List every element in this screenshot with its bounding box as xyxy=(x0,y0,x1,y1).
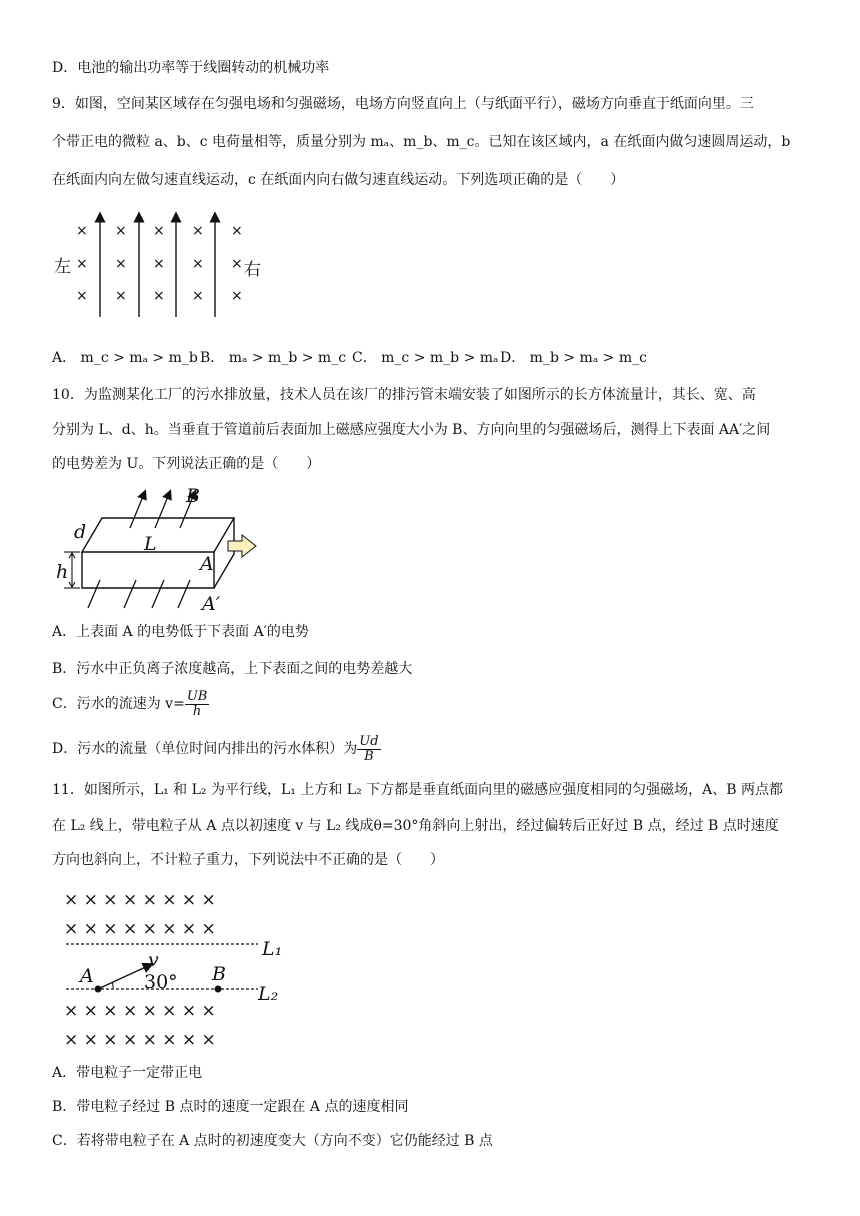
label-B: B xyxy=(186,485,200,507)
q8-option-d: D．电池的输出功率等于线圈转动的机械功率 xyxy=(52,60,330,76)
q9-stem-line-1: 9．如图，空间某区域存在匀强电场和匀强磁场，电场方向竖直向上（与纸面平行），磁场方向垂直于纸面向里。三 xyxy=(52,96,754,112)
svg-text:×: × xyxy=(115,223,127,239)
flow-fraction: $\frac{Ud}{B}$ xyxy=(359,733,379,764)
svg-text:×: × xyxy=(76,256,88,272)
q9-option-d: D． m_b > mₐ > m_c xyxy=(500,350,647,366)
q9-option-a: A． m_c > mₐ > m_b xyxy=(52,350,198,366)
svg-text:× × × × × × × ×: × × × × × × × × xyxy=(64,1030,216,1050)
q10-option-d: D．污水的流量（单位时间内排出的污水体积）为 $\frac{Ud}{B}$ xyxy=(52,733,379,764)
q9-option-c: C． m_c > m_b > mₐ xyxy=(352,350,499,366)
q9-stem-line-2: 个带正电的微粒 a、b、c 电荷量相等，质量分别为 mₐ、m_b、m_c。已知在该区域内，a 在纸面内做匀速圆周运动，b xyxy=(52,134,791,150)
magnetic-field-crosses xyxy=(76,223,243,304)
svg-text:× × × × × × × ×: × × × × × × × × xyxy=(64,1001,216,1021)
q10-stem-line-2: 分别为 L、d、h。当垂直于管道前后表面加上磁感应强度大小为 B、方向向里的匀强磁场后，测得上下表面 AA′之间 xyxy=(52,422,771,438)
label-angle: 30° xyxy=(144,971,178,993)
magnetic-field-arrows xyxy=(130,494,194,528)
angle-arc xyxy=(112,982,113,989)
q9-field-figure xyxy=(52,205,292,325)
svg-text:×: × xyxy=(192,256,204,272)
svg-text:×: × xyxy=(231,288,243,304)
flow-arrow xyxy=(228,535,256,557)
q11-field-figure xyxy=(52,878,302,1053)
q10-flowmeter-figure xyxy=(52,480,272,615)
q11-stem-line-3: 方向也斜向上，不计粒子重力，下列说法中不正确的是（ ） xyxy=(52,852,444,868)
q11-option-a: A．带电粒子一定带正电 xyxy=(52,1065,203,1081)
svg-text:× × × × × × × ×: × × × × × × × × xyxy=(64,919,216,939)
q11-option-c: C．若将带电粒子在 A 点时的初速度变大（方向不变）它仍能经过 B 点 xyxy=(52,1133,493,1149)
svg-text:× × × × × × × ×: × × × × × × × × xyxy=(64,890,216,910)
left-label: 左 xyxy=(54,257,71,277)
label-A: A xyxy=(80,965,94,987)
q10-option-c: C．污水的流速为 v= $\frac{UB}{h}$ xyxy=(52,688,208,719)
svg-text:×: × xyxy=(231,223,243,239)
q10-stem-line-3: 的电势差为 U。下列说法正确的是（ ） xyxy=(52,456,321,472)
svg-text:×: × xyxy=(115,288,127,304)
svg-text:×: × xyxy=(153,223,165,239)
velocity-fraction: $\frac{UB}{h}$ xyxy=(186,688,208,719)
q10-option-a: A．上表面 A 的电势低于下表面 A′的电势 xyxy=(52,624,309,640)
svg-text:×: × xyxy=(231,256,243,272)
label-A-prime: A′ xyxy=(202,593,221,615)
svg-text:×: × xyxy=(76,288,88,304)
bottom-field-lines xyxy=(88,580,190,608)
point-B xyxy=(215,986,222,993)
right-label: 右 xyxy=(244,260,261,280)
label-v: v xyxy=(148,949,159,971)
q9-option-b: B． mₐ > m_b > m_c xyxy=(200,350,347,366)
q9-stem-line-3: 在纸面内向左做匀速直线运动，c 在纸面内向右做匀速直线运动。下列选项正确的是（ ） xyxy=(52,172,625,188)
label-B: B xyxy=(212,963,226,985)
q11-stem-line-2: 在 L₂ 线上，带电粒子从 A 点以初速度 v 与 L₂ 线成θ=30°角斜向上射出，经过偏转后正好过 B 点，经过 B 点时速度 xyxy=(52,818,779,834)
velocity-arrow xyxy=(98,965,150,989)
q11-option-b: B．带电粒子经过 B 点时的速度一定跟在 A 点的速度相同 xyxy=(52,1099,409,1115)
label-L: L xyxy=(144,533,157,555)
q10-stem-line-1: 10．为监测某化工厂的污水排放量，技术人员在该厂的排污管末端安装了如图所示的长方体流量计，其长、宽、高 xyxy=(52,387,756,403)
svg-text:×: × xyxy=(153,288,165,304)
svg-text:×: × xyxy=(153,256,165,272)
svg-text:×: × xyxy=(76,223,88,239)
svg-text:×: × xyxy=(192,223,204,239)
label-d: d xyxy=(74,521,87,543)
label-A: A xyxy=(200,553,214,575)
label-L1: L₁ xyxy=(262,938,283,960)
q10-option-b: B．污水中正负离子浓度越高，上下表面之间的电势差越大 xyxy=(52,661,413,677)
label-h: h xyxy=(56,561,69,583)
q11-stem-line-1: 11．如图所示，L₁ 和 L₂ 为平行线，L₁ 上方和 L₂ 下方都是垂直纸面向里的磁感应强度相同的匀强磁场，A、B 两点都 xyxy=(52,782,783,798)
svg-text:×: × xyxy=(115,256,127,272)
svg-text:×: × xyxy=(192,288,204,304)
label-L2: L₂ xyxy=(258,983,279,1005)
